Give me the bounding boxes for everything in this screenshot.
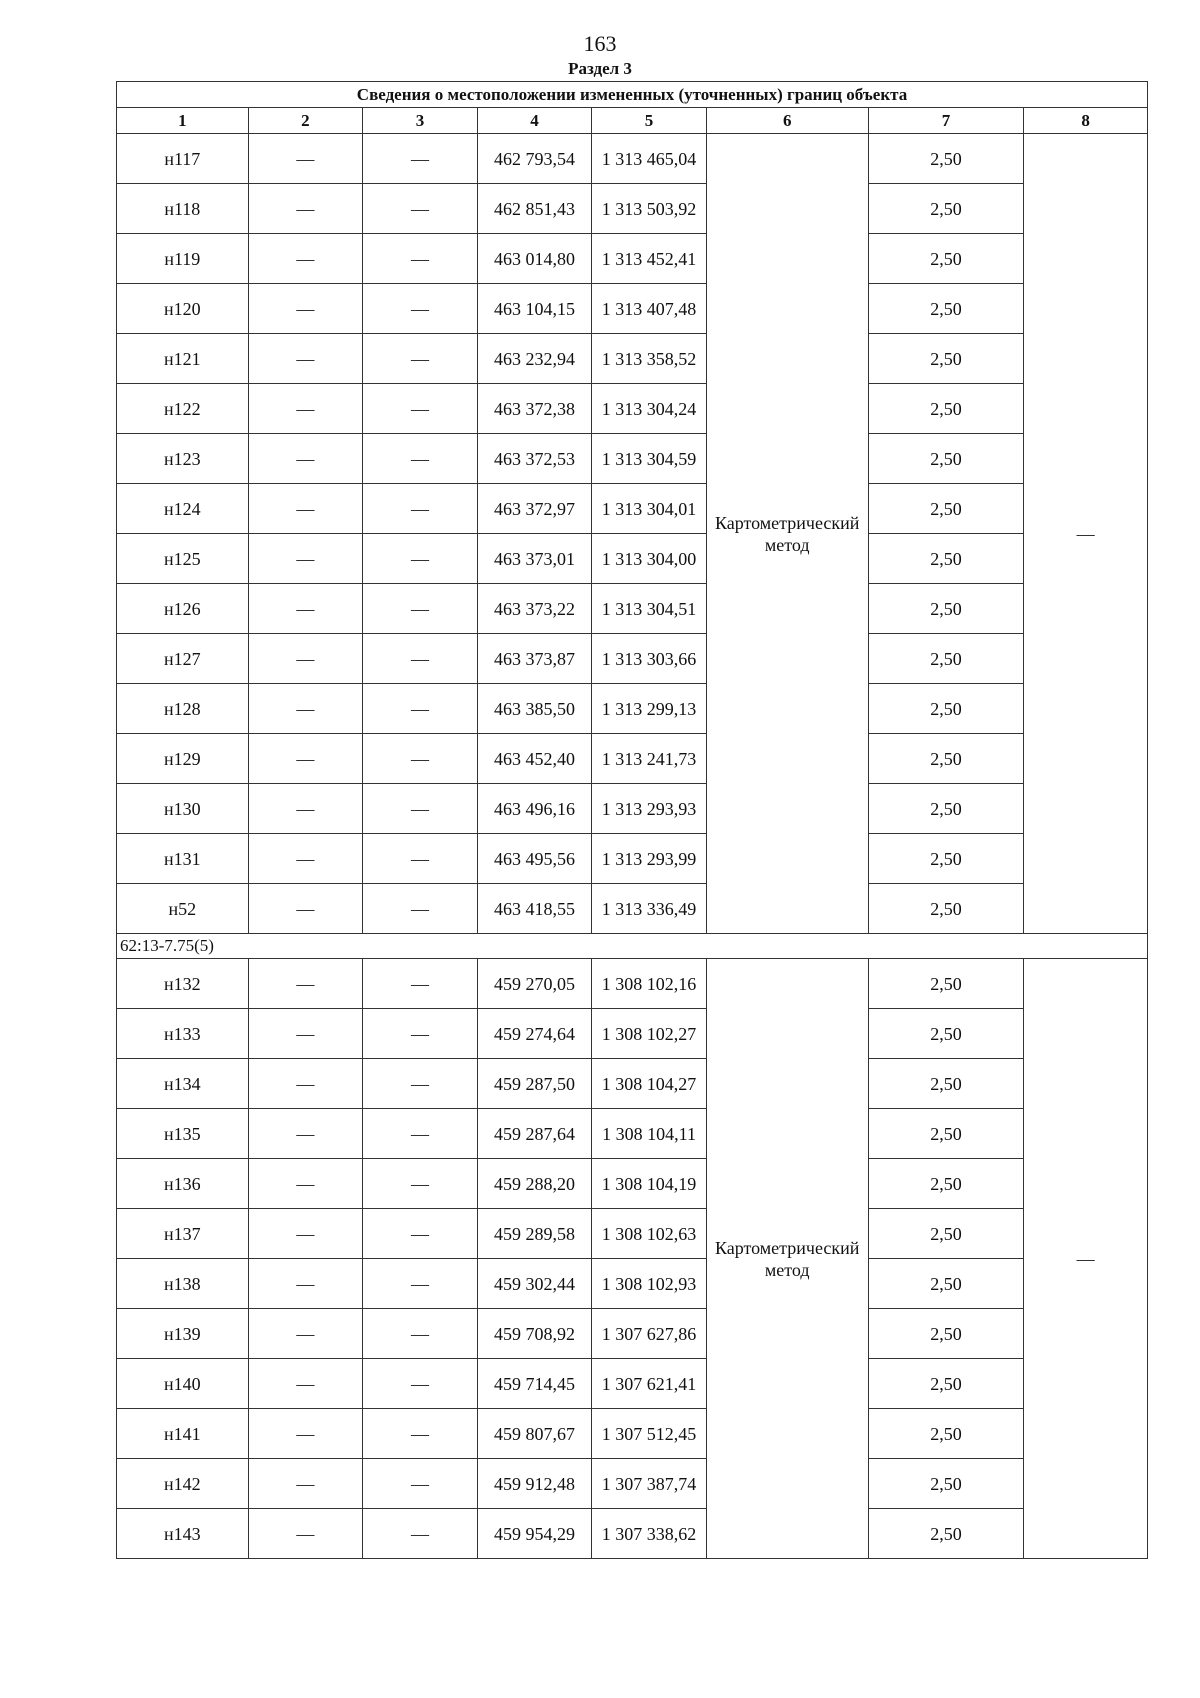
accuracy-cell: 2,50 — [868, 634, 1024, 684]
column-2-cell: — — [248, 734, 363, 784]
point-name-cell: н135 — [117, 1109, 249, 1159]
x-coordinate-cell: 459 287,50 — [477, 1059, 592, 1109]
x-coordinate-cell: 459 708,92 — [477, 1309, 592, 1359]
accuracy-cell: 2,50 — [868, 134, 1024, 184]
point-name-cell: н121 — [117, 334, 249, 384]
x-coordinate-cell: 463 373,22 — [477, 584, 592, 634]
column-2-cell: — — [248, 484, 363, 534]
accuracy-cell: 2,50 — [868, 1159, 1024, 1209]
accuracy-cell: 2,50 — [868, 484, 1024, 534]
x-coordinate-cell: 459 274,64 — [477, 1009, 592, 1059]
y-coordinate-cell: 1 313 304,24 — [592, 384, 707, 434]
point-name-cell: н117 — [117, 134, 249, 184]
accuracy-cell: 2,50 — [868, 1509, 1024, 1559]
column-number: 7 — [868, 108, 1024, 134]
column-3-cell: — — [363, 1009, 478, 1059]
table-row — [117, 1259, 1148, 1309]
method-cell — [706, 959, 868, 1559]
table-row — [117, 1459, 1148, 1509]
column-2-cell: — — [248, 434, 363, 484]
point-name-cell: н123 — [117, 434, 249, 484]
column-2-cell: — — [248, 534, 363, 584]
accuracy-cell: 2,50 — [868, 1459, 1024, 1509]
point-name-cell: н134 — [117, 1059, 249, 1109]
column-3-cell: — — [363, 534, 478, 584]
table-row — [117, 334, 1148, 384]
column-number: 3 — [363, 108, 478, 134]
column-2-cell: — — [248, 1209, 363, 1259]
accuracy-cell: 2,50 — [868, 1259, 1024, 1309]
x-coordinate-cell: 463 452,40 — [477, 734, 592, 784]
column-2-cell: — — [248, 834, 363, 884]
y-coordinate-cell: 1 313 452,41 — [592, 234, 707, 284]
table-row — [117, 434, 1148, 484]
point-name-cell: н133 — [117, 1009, 249, 1059]
point-name-cell: н129 — [117, 734, 249, 784]
method-text: Картометрический метод — [714, 512, 860, 555]
column-3-cell: — — [363, 1209, 478, 1259]
column-number: 4 — [477, 108, 592, 134]
y-coordinate-cell: 1 307 387,74 — [592, 1459, 707, 1509]
column-8-cell: — — [1024, 959, 1148, 1559]
point-name-cell: н118 — [117, 184, 249, 234]
column-2-cell: — — [248, 1109, 363, 1159]
y-coordinate-cell: 1 307 338,62 — [592, 1509, 707, 1559]
table-row — [117, 884, 1148, 934]
column-3-cell: — — [363, 1109, 478, 1159]
point-name-cell: н126 — [117, 584, 249, 634]
accuracy-cell: 2,50 — [868, 684, 1024, 734]
point-name-cell: н140 — [117, 1359, 249, 1409]
method-text: Картометрический метод — [714, 1237, 860, 1280]
page-number: 163 — [583, 31, 617, 56]
column-2-cell: — — [248, 959, 363, 1009]
accuracy-cell: 2,50 — [868, 384, 1024, 434]
table-caption-row — [117, 82, 1148, 108]
column-3-cell: — — [363, 884, 478, 934]
column-2-cell: — — [248, 384, 363, 434]
table-row — [117, 1309, 1148, 1359]
table-row — [117, 834, 1148, 884]
column-3-cell: — — [363, 1059, 478, 1109]
column-8-cell: — — [1024, 134, 1148, 934]
table-row — [117, 1359, 1148, 1409]
table-row — [117, 1209, 1148, 1259]
accuracy-cell: 2,50 — [868, 784, 1024, 834]
group-label: 62:13-7.75(5) — [117, 934, 1148, 959]
y-coordinate-cell: 1 308 102,63 — [592, 1209, 707, 1259]
accuracy-cell: 2,50 — [868, 184, 1024, 234]
column-3-cell: — — [363, 1459, 478, 1509]
y-coordinate-cell: 1 313 336,49 — [592, 884, 707, 934]
column-3-cell: — — [363, 234, 478, 284]
accuracy-cell: 2,50 — [868, 434, 1024, 484]
column-2-cell: — — [248, 884, 363, 934]
column-3-cell: — — [363, 434, 478, 484]
x-coordinate-cell: 459 270,05 — [477, 959, 592, 1009]
column-3-cell: — — [363, 834, 478, 884]
column-3-cell: — — [363, 1159, 478, 1209]
point-name-cell: н131 — [117, 834, 249, 884]
table-row — [117, 1009, 1148, 1059]
x-coordinate-cell: 459 287,64 — [477, 1109, 592, 1159]
column-2-cell: — — [248, 234, 363, 284]
x-coordinate-cell: 459 714,45 — [477, 1359, 592, 1409]
section-title: Раздел 3 — [568, 59, 632, 78]
column-2-cell: — — [248, 1509, 363, 1559]
column-2-cell: — — [248, 334, 363, 384]
x-coordinate-cell: 463 495,56 — [477, 834, 592, 884]
y-coordinate-cell: 1 313 299,13 — [592, 684, 707, 734]
y-coordinate-cell: 1 308 104,11 — [592, 1109, 707, 1159]
point-name-cell: н137 — [117, 1209, 249, 1259]
y-coordinate-cell: 1 313 293,93 — [592, 784, 707, 834]
table-row — [117, 1409, 1148, 1459]
x-coordinate-cell: 459 289,58 — [477, 1209, 592, 1259]
accuracy-cell: 2,50 — [868, 284, 1024, 334]
column-number: 2 — [248, 108, 363, 134]
accuracy-cell: 2,50 — [868, 534, 1024, 584]
column-2-cell: — — [248, 1009, 363, 1059]
x-coordinate-cell: 462 793,54 — [477, 134, 592, 184]
accuracy-cell: 2,50 — [868, 1359, 1024, 1409]
point-name-cell: н142 — [117, 1459, 249, 1509]
column-2-cell: — — [248, 1159, 363, 1209]
accuracy-cell: 2,50 — [868, 834, 1024, 884]
column-3-cell: — — [363, 584, 478, 634]
column-3-cell: — — [363, 1309, 478, 1359]
table-row — [117, 484, 1148, 534]
column-3-cell: — — [363, 784, 478, 834]
y-coordinate-cell: 1 313 304,59 — [592, 434, 707, 484]
accuracy-cell: 2,50 — [868, 1059, 1024, 1109]
y-coordinate-cell: 1 313 304,00 — [592, 534, 707, 584]
y-coordinate-cell: 1 307 621,41 — [592, 1359, 707, 1409]
boundary-coordinates-table — [116, 81, 1148, 1559]
column-2-cell: — — [248, 684, 363, 734]
table-row — [117, 534, 1148, 584]
table-row — [117, 784, 1148, 834]
table-row — [117, 184, 1148, 234]
point-name-cell: н125 — [117, 534, 249, 584]
x-coordinate-cell: 463 372,53 — [477, 434, 592, 484]
accuracy-cell: 2,50 — [868, 234, 1024, 284]
column-2-cell: — — [248, 1259, 363, 1309]
column-3-cell: — — [363, 384, 478, 434]
y-coordinate-cell: 1 308 102,16 — [592, 959, 707, 1009]
point-name-cell: н122 — [117, 384, 249, 434]
column-number: 1 — [117, 108, 249, 134]
point-name-cell: н124 — [117, 484, 249, 534]
point-name-cell: н139 — [117, 1309, 249, 1359]
group-label-row — [117, 934, 1148, 959]
y-coordinate-cell: 1 308 104,27 — [592, 1059, 707, 1109]
column-3-cell: — — [363, 734, 478, 784]
table-row — [117, 634, 1148, 684]
table-row — [117, 684, 1148, 734]
accuracy-cell: 2,50 — [868, 884, 1024, 934]
x-coordinate-cell: 463 496,16 — [477, 784, 592, 834]
table-row — [117, 1109, 1148, 1159]
column-2-cell: — — [248, 584, 363, 634]
table-row — [117, 1059, 1148, 1109]
column-3-cell: — — [363, 184, 478, 234]
point-name-cell: н120 — [117, 284, 249, 334]
point-name-cell: н52 — [117, 884, 249, 934]
x-coordinate-cell: 463 372,38 — [477, 384, 592, 434]
column-3-cell: — — [363, 959, 478, 1009]
column-2-cell: — — [248, 1359, 363, 1409]
x-coordinate-cell: 463 232,94 — [477, 334, 592, 384]
y-coordinate-cell: 1 313 503,92 — [592, 184, 707, 234]
column-3-cell: — — [363, 634, 478, 684]
method-cell — [706, 134, 868, 934]
y-coordinate-cell: 1 313 303,66 — [592, 634, 707, 684]
column-3-cell: — — [363, 134, 478, 184]
point-name-cell: н143 — [117, 1509, 249, 1559]
point-name-cell: н141 — [117, 1409, 249, 1459]
point-name-cell: н119 — [117, 234, 249, 284]
table-row — [117, 284, 1148, 334]
column-3-cell: — — [363, 284, 478, 334]
x-coordinate-cell: 463 373,01 — [477, 534, 592, 584]
point-name-cell: н127 — [117, 634, 249, 684]
column-2-cell: — — [248, 284, 363, 334]
table-row — [117, 384, 1148, 434]
x-coordinate-cell: 463 104,15 — [477, 284, 592, 334]
point-name-cell: н138 — [117, 1259, 249, 1309]
y-coordinate-cell: 1 308 102,93 — [592, 1259, 707, 1309]
column-2-cell: — — [248, 134, 363, 184]
table-row — [117, 134, 1148, 184]
y-coordinate-cell: 1 313 241,73 — [592, 734, 707, 784]
x-coordinate-cell: 463 385,50 — [477, 684, 592, 734]
x-coordinate-cell: 462 851,43 — [477, 184, 592, 234]
y-coordinate-cell: 1 313 304,51 — [592, 584, 707, 634]
y-coordinate-cell: 1 313 304,01 — [592, 484, 707, 534]
column-3-cell: — — [363, 684, 478, 734]
accuracy-cell: 2,50 — [868, 1109, 1024, 1159]
accuracy-cell: 2,50 — [868, 1409, 1024, 1459]
point-name-cell: н132 — [117, 959, 249, 1009]
column-2-cell: — — [248, 184, 363, 234]
x-coordinate-cell: 459 288,20 — [477, 1159, 592, 1209]
y-coordinate-cell: 1 307 627,86 — [592, 1309, 707, 1359]
x-coordinate-cell: 459 912,48 — [477, 1459, 592, 1509]
table-caption: Сведения о местоположении измененных (уточненных) границ объекта — [117, 82, 1148, 108]
y-coordinate-cell: 1 308 102,27 — [592, 1009, 707, 1059]
x-coordinate-cell: 463 373,87 — [477, 634, 592, 684]
x-coordinate-cell: 459 302,44 — [477, 1259, 592, 1309]
column-2-cell: — — [248, 1409, 363, 1459]
x-coordinate-cell: 459 807,67 — [477, 1409, 592, 1459]
accuracy-cell: 2,50 — [868, 584, 1024, 634]
column-number: 5 — [592, 108, 707, 134]
column-2-cell: — — [248, 634, 363, 684]
table-row — [117, 234, 1148, 284]
x-coordinate-cell: 463 372,97 — [477, 484, 592, 534]
table-body — [117, 82, 1148, 1559]
accuracy-cell: 2,50 — [868, 1009, 1024, 1059]
y-coordinate-cell: 1 313 293,99 — [592, 834, 707, 884]
accuracy-cell: 2,50 — [868, 1209, 1024, 1259]
column-3-cell: — — [363, 1409, 478, 1459]
column-numbers-row — [117, 108, 1148, 134]
accuracy-cell: 2,50 — [868, 1309, 1024, 1359]
y-coordinate-cell: 1 313 358,52 — [592, 334, 707, 384]
point-name-cell: н128 — [117, 684, 249, 734]
accuracy-cell: 2,50 — [868, 734, 1024, 784]
column-3-cell: — — [363, 484, 478, 534]
column-2-cell: — — [248, 1059, 363, 1109]
table-row — [117, 584, 1148, 634]
table-row — [117, 959, 1148, 1009]
table-row — [117, 734, 1148, 784]
x-coordinate-cell: 463 014,80 — [477, 234, 592, 284]
table-row — [117, 1509, 1148, 1559]
column-number: 8 — [1024, 108, 1148, 134]
table-row — [117, 1159, 1148, 1209]
accuracy-cell: 2,50 — [868, 334, 1024, 384]
y-coordinate-cell: 1 313 407,48 — [592, 284, 707, 334]
column-3-cell: — — [363, 1509, 478, 1559]
column-2-cell: — — [248, 1459, 363, 1509]
column-3-cell: — — [363, 1359, 478, 1409]
y-coordinate-cell: 1 308 104,19 — [592, 1159, 707, 1209]
x-coordinate-cell: 459 954,29 — [477, 1509, 592, 1559]
column-2-cell: — — [248, 784, 363, 834]
accuracy-cell: 2,50 — [868, 959, 1024, 1009]
y-coordinate-cell: 1 307 512,45 — [592, 1409, 707, 1459]
column-number: 6 — [706, 108, 868, 134]
column-2-cell: — — [248, 1309, 363, 1359]
y-coordinate-cell: 1 313 465,04 — [592, 134, 707, 184]
point-name-cell: н130 — [117, 784, 249, 834]
column-3-cell: — — [363, 1259, 478, 1309]
column-3-cell: — — [363, 334, 478, 384]
x-coordinate-cell: 463 418,55 — [477, 884, 592, 934]
point-name-cell: н136 — [117, 1159, 249, 1209]
